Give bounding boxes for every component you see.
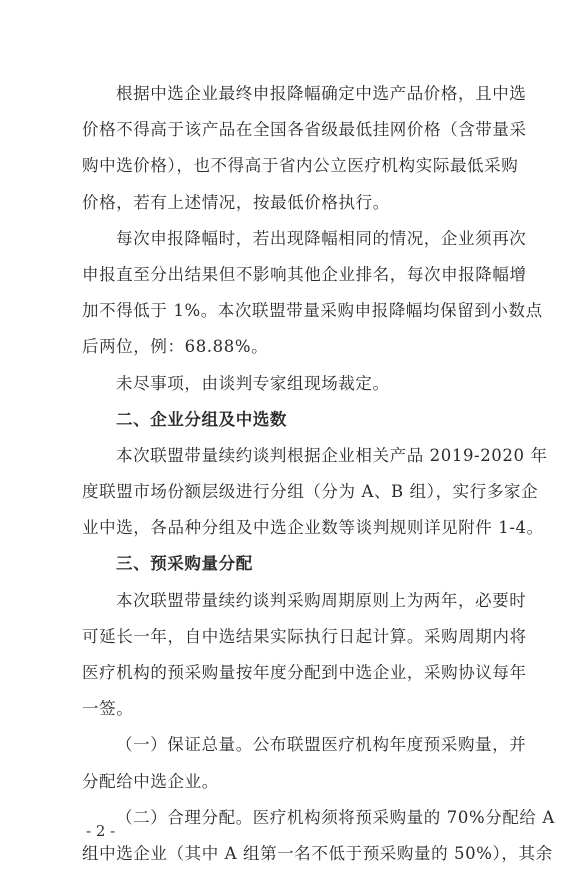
paragraph-line: 分配给中选企业。 bbox=[82, 771, 219, 791]
document-body bbox=[82, 76, 555, 872]
paragraph-line: 可延长一年，自中选结果实际执行日起计算。采购周期内将 bbox=[82, 626, 527, 646]
paragraph-line: 业中选，各品种分组及中选企业数等谈判规则详见附件 1-4。 bbox=[82, 518, 544, 538]
paragraph-line: 度联盟市场份额层级进行分组（分为 A、B 组），实行多家企 bbox=[82, 482, 539, 502]
paragraph-line: 价格，若有上述情况，按最低价格执行。 bbox=[82, 192, 390, 212]
paragraph-line: 一签。 bbox=[82, 699, 134, 719]
paragraph-line: 加不得低于 1%。本次联盟带量采购申报降幅均保留到小数点 bbox=[82, 301, 543, 321]
paragraph-line: 后两位，例：68.88%。 bbox=[82, 337, 269, 357]
paragraph-line: 医疗机构的预采购量按年度分配到中选企业，采购协议每年 bbox=[82, 663, 527, 682]
paragraph-line: （二）合理分配。医疗机构须将预采购量的 70%分配给 A bbox=[116, 807, 555, 827]
paragraph-line: （一）保证总量。公布联盟医疗机构年度预采购量，并 bbox=[116, 735, 527, 755]
paragraph-line: 本次联盟带量续约谈判采购周期原则上为两年，必要时 bbox=[116, 590, 527, 610]
paragraph-line: 根据中选企业最终申报降幅确定中选产品价格，且中选 bbox=[116, 84, 527, 103]
section-heading: 三、预采购量分配 bbox=[116, 554, 253, 574]
paragraph-line: 申报直至分出结果但不影响其他企业排名，每次申报降幅增 bbox=[82, 264, 527, 284]
page-number: - 2 - bbox=[86, 822, 116, 840]
section-heading: 二、企业分组及中选数 bbox=[116, 409, 287, 429]
paragraph-line: 价格不得高于该产品在全国各省级最低挂网价格（含带量采 bbox=[82, 120, 527, 140]
paragraph-line: 组中选企业（其中 A 组第一名不低于预采购量的 50%），其余 bbox=[82, 843, 553, 863]
paragraph-line: 每次申报降幅时，若出现降幅相同的情况，企业须再次 bbox=[116, 228, 527, 248]
paragraph-line: 未尽事项，由谈判专家组现场裁定。 bbox=[116, 373, 390, 393]
paragraph-line: 本次联盟带量续约谈判根据企业相关产品 2019-2020 年 bbox=[116, 445, 548, 465]
paragraph-line: 购中选价格），也不得高于省内公立医疗机构实际最低采购 bbox=[82, 156, 519, 176]
